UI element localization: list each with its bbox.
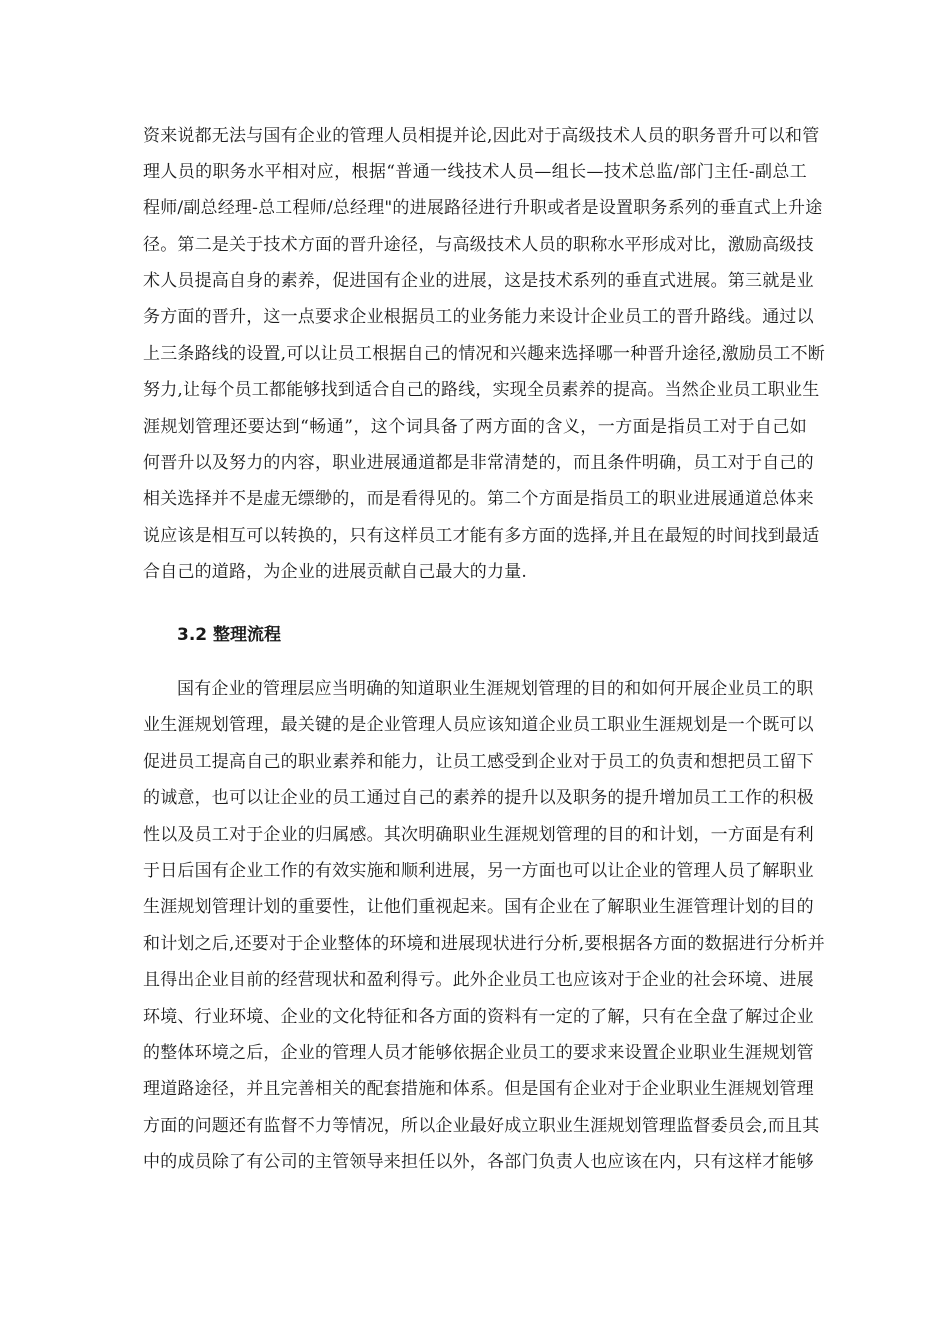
text-line: 且得出企业目前的经营现状和盈利得亏。此外企业员工也应该对于企业的社会环境、进展 xyxy=(143,970,814,990)
text-line: 术人员提高自身的素养，促进国有企业的进展，这是技术系列的垂直式进展。第三就是业 xyxy=(143,271,814,291)
text-line: 国有企业的管理层应当明确的知道职业生涯规划管理的目的和如何开展企业员工的职 xyxy=(177,679,814,699)
text-line: 上三条路线的设置,可以让员工根据自己的情况和兴趣来选择哪一种晋升途径,激励员工不断 xyxy=(143,344,826,364)
text-line: 理道路途径，并且完善相关的配套措施和体系。但是国有企业对于企业职业生涯规划管理 xyxy=(143,1079,814,1099)
section-heading: 3.2 整理流程 xyxy=(177,625,282,645)
text-line: 合自己的道路，为企业的进展贡献自己最大的力量. xyxy=(143,562,528,582)
text-line: 和计划之后,还要对于企业整体的环境和进展现状进行分析,要根据各方面的数据进行分析并 xyxy=(143,934,826,954)
text-line: 业生涯规划管理，最关键的是企业管理人员应该知道企业员工职业生涯规划是一个既可以 xyxy=(143,715,814,735)
text-line: 努力,让每个员工都能够找到适合自己的路线，实现全员素养的提高。当然企业员工职业生 xyxy=(143,380,820,400)
text-line: 的诚意，也可以让企业的员工通过自己的素养的提升以及职务的提升增加员工工作的积极 xyxy=(143,788,814,808)
text-line: 理人员的职务水平相对应，根据“普通一线技术人员—组长—技术总监/部门主任-副总工 xyxy=(143,162,807,182)
text-line: 相关选择并不是虚无缥缈的，而是看得见的。第二个方面是指员工的职业进展通道总体来 xyxy=(143,489,814,509)
text-line: 何晋升以及努力的内容，职业进展通道都是非常清楚的，而且条件明确，员工对于自己的 xyxy=(143,453,814,473)
text-line: 环境、行业环境、企业的文化特征和各方面的资料有一定的了解，只有在全盘了解过企业 xyxy=(143,1007,814,1027)
text-line: 资来说都无法与国有企业的管理人员相提并论,因此对于高级技术人员的职务晋升可以和管 xyxy=(143,126,820,146)
text-line: 方面的问题还有监督不力等情况，所以企业最好成立职业生涯规划管理监督委员会,而且其 xyxy=(143,1116,820,1136)
text-line: 促进员工提高自己的职业素养和能力，让员工感受到企业对于员工的负责和想把员工留下 xyxy=(143,752,814,772)
text-line: 中的成员除了有公司的主管领导来担任以外，各部门负责人也应该在内，只有这样才能够 xyxy=(143,1152,814,1172)
text-line: 于日后国有企业工作的有效实施和顺利进展，另一方面也可以让企业的管理人员了解职业 xyxy=(143,861,814,881)
text-line: 说应该是相互可以转换的，只有这样员工才能有多方面的选择,并且在最短的时间找到最适 xyxy=(143,526,820,546)
text-line: 程师/副总经理-总工程师/总经理"的进展路径进行升职或者是设置职务系列的垂直式上升途 xyxy=(143,198,823,218)
text-line: 涯规划管理还要达到“畅通”，这个词具备了两方面的含义，一方面是指员工对于自己如 xyxy=(143,417,807,437)
text-line: 径。第二是关于技术方面的晋升途径，与高级技术人员的职称水平形成对比，激励高级技 xyxy=(143,235,814,255)
text-line: 生涯规划管理计划的重要性，让他们重视起来。国有企业在了解职业生涯管理计划的目的 xyxy=(143,897,814,917)
text-line: 务方面的晋升，这一点要求企业根据员工的业务能力来设计企业员工的晋升路线。通过以 xyxy=(143,307,814,327)
text-line: 性以及员工对于企业的归属感。其次明确职业生涯规划管理的目的和计划，一方面是有利 xyxy=(143,825,814,845)
text-line: 的整体环境之后，企业的管理人员才能够依据企业员工的要求来设置企业职业生涯规划管 xyxy=(143,1043,814,1063)
